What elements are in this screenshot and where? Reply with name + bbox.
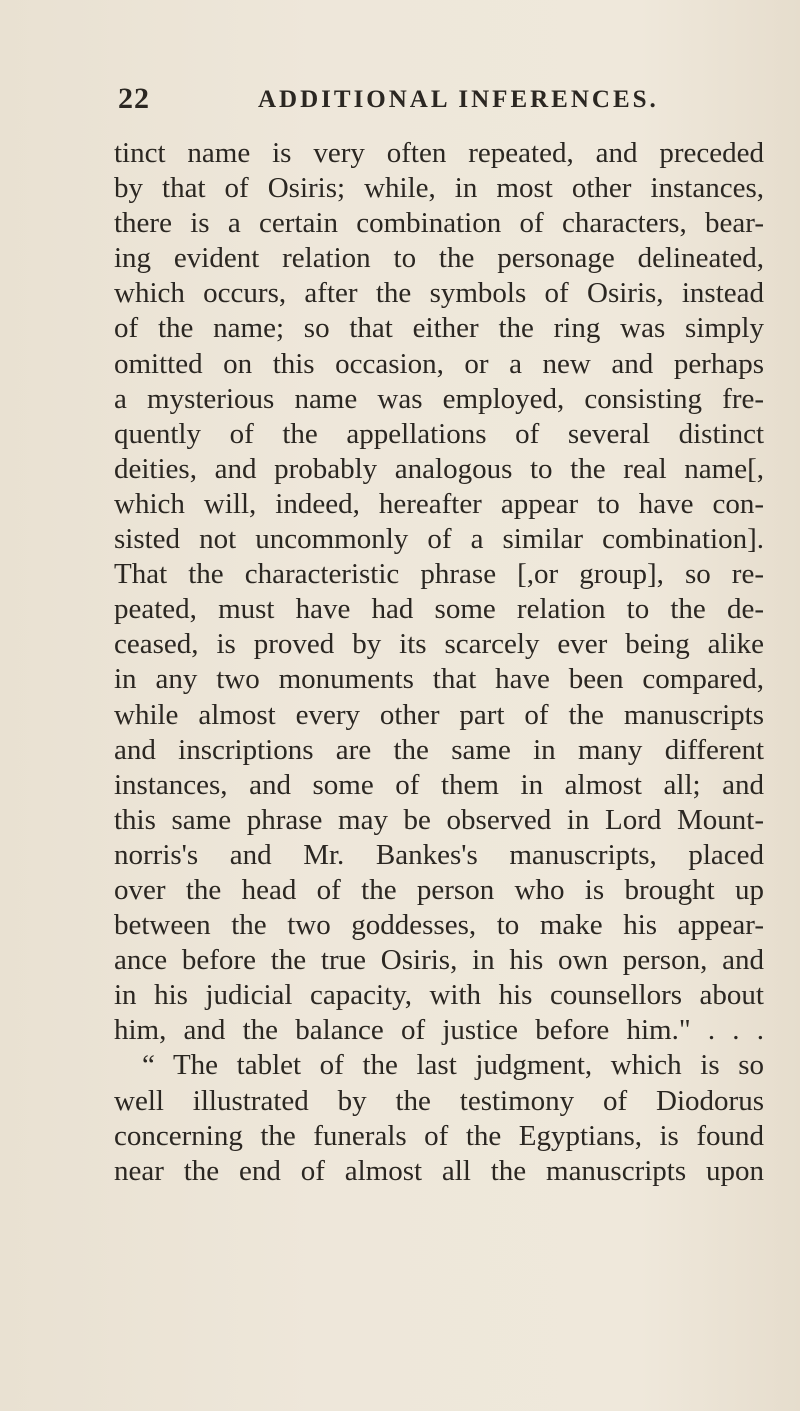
running-title: ADDITIONAL INFERENCES.	[258, 86, 659, 113]
text-line: quently of the appellations of several distinct	[114, 417, 764, 450]
text-line: tinct name is very often repeated, and preceded	[114, 137, 764, 169]
text-line: peated, must have had some relation to the de-	[114, 593, 764, 626]
text-line: norris's and Mr. Bankes's manuscripts, placed	[114, 838, 764, 871]
text-line: him, and the balance of justice before him." . . .	[114, 1014, 764, 1047]
text-line: ing evident relation to the personage delineated,	[114, 242, 764, 275]
running-head	[118, 82, 758, 122]
text-line: That the characteristic phrase [,or group], so re-	[114, 558, 764, 591]
text-line: ceased, is proved by its scarcely ever being alike	[114, 628, 764, 661]
text-line: well illustrated by the testimony of Diodorus	[114, 1084, 764, 1117]
text-line: this same phrase may be observed in Lord Mount-	[114, 803, 764, 836]
text-line: and inscriptions are the same in many different	[114, 733, 764, 766]
text-line: of the name; so that either the ring was simply	[114, 312, 764, 345]
text-line: while almost every other part of the manuscripts	[114, 698, 764, 731]
text-line: concerning the funerals of the Egyptians, is found	[114, 1119, 764, 1152]
text-line: deities, and probably analogous to the real name[,	[114, 452, 764, 485]
text-line: near the end of almost all the manuscripts upon	[114, 1154, 764, 1187]
text-line: there is a certain combination of characters, bear-	[114, 207, 764, 240]
page-number: 22	[118, 82, 150, 115]
text-line: over the head of the person who is brought up	[114, 873, 764, 906]
text-line: which will, indeed, hereafter appear to have con-	[114, 487, 764, 520]
body-text	[114, 136, 764, 1189]
text-line: omitted on this occasion, or a new and perhaps	[114, 347, 764, 380]
text-line: in his judicial capacity, with his counsellors about	[114, 979, 764, 1012]
text-line: which occurs, after the symbols of Osiris, instead	[114, 277, 764, 310]
text-line: in any two monuments that have been compared,	[114, 663, 764, 696]
text-line: “ The tablet of the last judgment, which is so	[142, 1049, 764, 1082]
text-line: by that of Osiris; while, in most other instances,	[114, 172, 764, 205]
text-line: sisted not uncommonly of a similar combination].	[114, 523, 764, 556]
text-line: a mysterious name was employed, consisting fre-	[114, 382, 764, 415]
text-line: ance before the true Osiris, in his own person, and	[114, 944, 764, 977]
text-line: between the two goddesses, to make his appear-	[114, 909, 764, 942]
text-line: instances, and some of them in almost all; and	[114, 768, 764, 801]
